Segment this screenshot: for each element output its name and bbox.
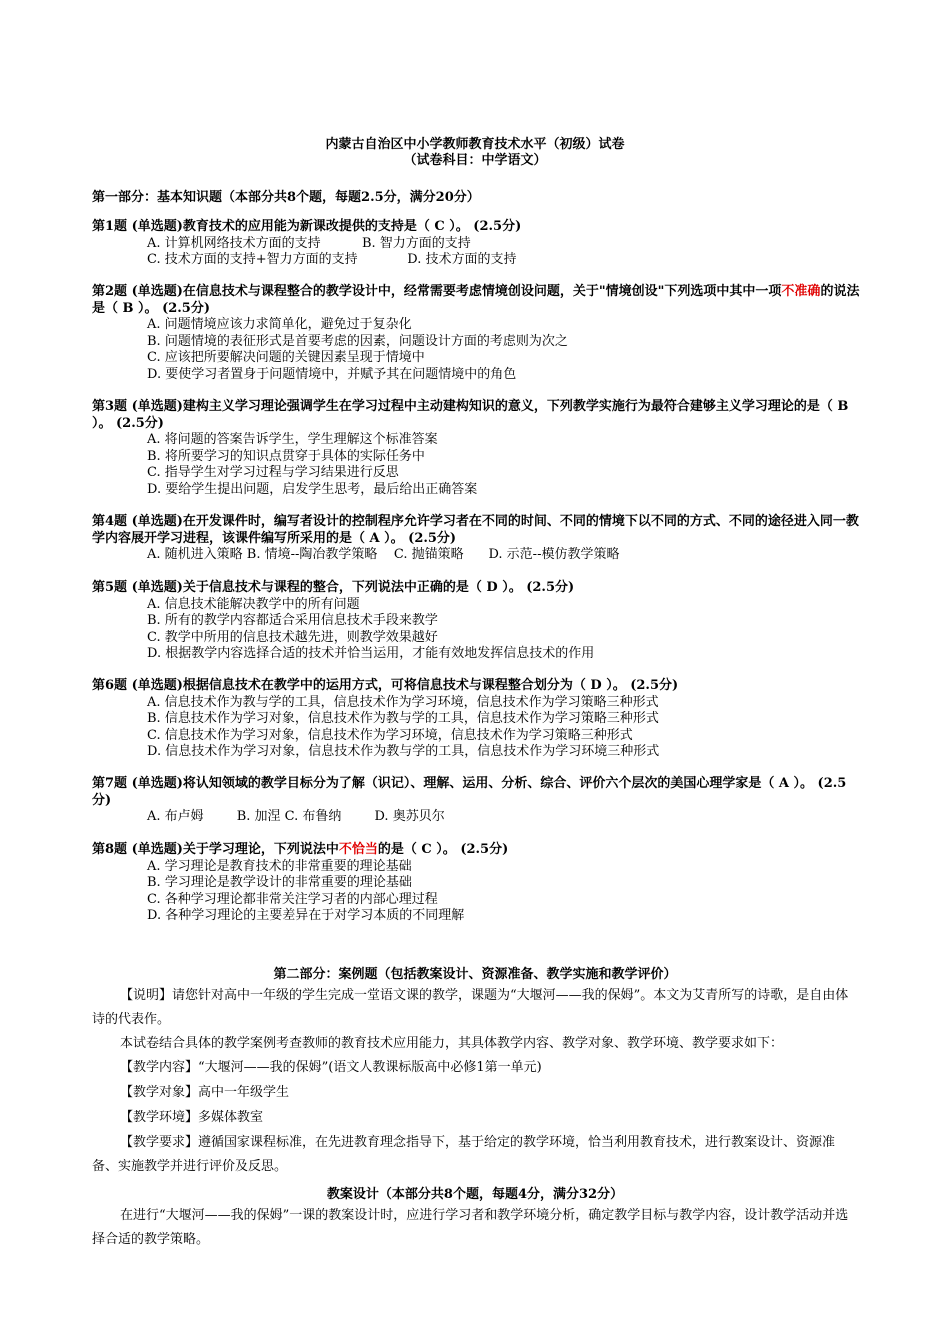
stem-text: 第2题 (单选题)在信息技术与课程整合的教学设计中，经常需要考虑情境创设问题，关于"情境创设"下列选项中其中一项 bbox=[92, 284, 782, 299]
question-8 bbox=[92, 842, 862, 925]
question-1 bbox=[92, 219, 862, 269]
option-line: B. 信息技术作为学习对象，信息技术作为教与学的工具，信息技术作为学习策略三种形式 bbox=[147, 711, 659, 726]
option-line: A. 布卢姆 B. 加涅 C. 布鲁纳 D. 奥苏贝尔 bbox=[147, 809, 445, 824]
teaching-environment: 【教学环境】多媒体教室 bbox=[120, 1110, 264, 1125]
option-line: D. 要给学生提出问题，启发学生思考，最后给出正确答案 bbox=[147, 481, 478, 497]
option-line: A. 随机进入策略 B. 情境--陶冶教学策略 C. 抛锚策略 D. 示范--模仿教学策略 bbox=[147, 547, 620, 562]
option-line: D. 信息技术作为学习对象，信息技术作为教与学的工具，信息技术作为学习环境三种形式 bbox=[147, 744, 660, 759]
option-line: A. 计算机网络技术方面的支持 B. 智力方面的支持 bbox=[147, 235, 471, 251]
option-line: B. 问题情境的表征形式是首要考虑的因素，问题设计方面的考虑则为次之 bbox=[147, 333, 568, 349]
lesson-design-heading: 教案设计（本部分共8个题，每题4分，满分32分） bbox=[326, 1187, 624, 1202]
lesson-design-intro: 在进行“大堰河——我的保姆”一课的教案设计时，应进行学习者和教学环境分析，确定教学目标与教学内容，设计教学活动并选择合适的教学策略。 bbox=[92, 1208, 849, 1247]
question-stem bbox=[92, 842, 862, 859]
option-line: D. 要使学习者置身于问题情境中，并赋予其在问题情境中的角色 bbox=[147, 366, 517, 382]
question-2 bbox=[92, 284, 862, 383]
question-3 bbox=[92, 399, 862, 498]
question-stem bbox=[92, 284, 862, 317]
question-stem: 第4题 (单选题)在开发课件时，编写者设计的控制程序允许学习者在不同的时间、不同的情境下以不同的方式、不同的途径进入同一教学内容展开学习进程，该课件编写所采用的是（ A ）。 (2.5分) bbox=[92, 514, 859, 546]
stem-text: 第8题 (单选题)关于学习理论，下列说法中 bbox=[92, 842, 339, 857]
stem-emphasis: 不准确 bbox=[781, 284, 821, 299]
option-line: C. 指导学生对学习过程与学习结果进行反思 bbox=[147, 465, 399, 480]
stem-text: 的说法是（ B ）。 (2.5分) bbox=[92, 284, 860, 316]
option-line: B. 所有的教学内容都适合采用信息技术手段来教学 bbox=[147, 613, 438, 628]
option-line: D. 根据教学内容选择合适的技术并恰当运用，才能有效地发挥信息技术的作用 bbox=[147, 646, 595, 661]
question-stem: 第1题 (单选题)教育技术的应用能为新课改提供的支持是（ C ）。 (2.5分) bbox=[92, 219, 522, 234]
question-4 bbox=[92, 514, 862, 564]
teaching-requirements: 【教学要求】遵循国家课程标准，在先进教育理念指导下，基于给定的教学环境，恰当利用教育技术，进行教案设计、资源准备、实施教学并进行评价及反思。 bbox=[92, 1135, 836, 1174]
stem-text: 的是（ C ）。 (2.5分) bbox=[377, 842, 509, 857]
question-stem: 第5题 (单选题)关于信息技术与课程的整合，下列说法中正确的是（ D ）。 (2.5分) bbox=[92, 580, 575, 595]
option-line: A. 将问题的答案告诉学生，学生理解这个标准答案 bbox=[147, 432, 438, 447]
option-line: C. 技术方面的支持+智力方面的支持 D. 技术方面的支持 bbox=[147, 252, 517, 267]
option-line: C. 应该把所要解决问题的关键因素呈现于情境中 bbox=[147, 350, 425, 365]
question-stem: 第3题 (单选题)建构主义学习理论强调学生在学习过程中主动建构知识的意义，下列教学实施行为最符合建够主义学习理论的是（ B ）。 (2.5分) bbox=[92, 399, 849, 431]
option-line: C. 各种学习理论都非常关注学习者的内部心理过程 bbox=[147, 891, 438, 907]
teaching-target: 【教学对象】高中一年级学生 bbox=[120, 1085, 290, 1100]
option-line: C. 教学中所用的信息技术越先进，则教学效果越好 bbox=[147, 629, 438, 645]
option-line: A. 问题情境应该力求简单化，避免过于复杂化 bbox=[147, 317, 412, 332]
option-line: A. 信息技术作为教与学的工具，信息技术作为学习环境，信息技术作为学习策略三种形式 bbox=[147, 694, 659, 710]
question-5 bbox=[92, 580, 862, 663]
teaching-content: 【教学内容】“大堰河——我的保姆”(语文人教课标版高中必修1第一单元) bbox=[120, 1060, 542, 1075]
option-line: A. 信息技术能解决教学中的所有问题 bbox=[147, 596, 360, 612]
option-line: C. 信息技术作为学习对象，信息技术作为学习环境，信息技术作为学习策略三种形式 bbox=[147, 727, 633, 743]
case-intro: 本试卷结合具体的教学案例考查教师的教育技术应用能力，其具体教学内容、教学对象、教学环境、教学要求如下： bbox=[120, 1036, 784, 1051]
stem-emphasis: 不恰当 bbox=[338, 842, 378, 857]
exam-title: 内蒙古自治区中小学教师教育技术水平（初级）试卷 bbox=[325, 137, 625, 152]
exam-subject: （试卷科目：中学语文） bbox=[403, 153, 547, 168]
part1-heading: 第一部分：基本知识题（本部分共8个题，每题2.5分，满分20分） bbox=[92, 190, 480, 205]
question-7 bbox=[92, 776, 862, 826]
option-line: D. 各种学习理论的主要差异在于对学习本质的不同理解 bbox=[147, 908, 465, 923]
question-6 bbox=[92, 678, 862, 761]
option-line: B. 将所要学习的知识点贯穿于具体的实际任务中 bbox=[147, 448, 425, 464]
part2-heading: 第二部分：案例题（包括教案设计、资源准备、教学实施和教学评价） bbox=[273, 967, 677, 982]
option-line: A. 学习理论是教育技术的非常重要的理论基础 bbox=[147, 858, 412, 874]
case-description: 【说明】请您针对高中一年级的学生完成一堂语文课的教学，课题为“大堰河——我的保姆”。本文为艾青所写的诗歌，是自由体诗的代表作。 bbox=[92, 988, 849, 1027]
question-stem: 第7题 (单选题)将认知领域的教学目标分为了解（识记）、理解、运用、分析、综合、评价六个层次的美国心理学家是（ A ）。 (2.5分) bbox=[92, 776, 847, 808]
question-stem: 第6题 (单选题)根据信息技术在教学中的运用方式，可将信息技术与课程整合划分为（ D ）。 (2.5分) bbox=[92, 678, 679, 693]
option-line: B. 学习理论是教学设计的非常重要的理论基础 bbox=[147, 875, 412, 890]
